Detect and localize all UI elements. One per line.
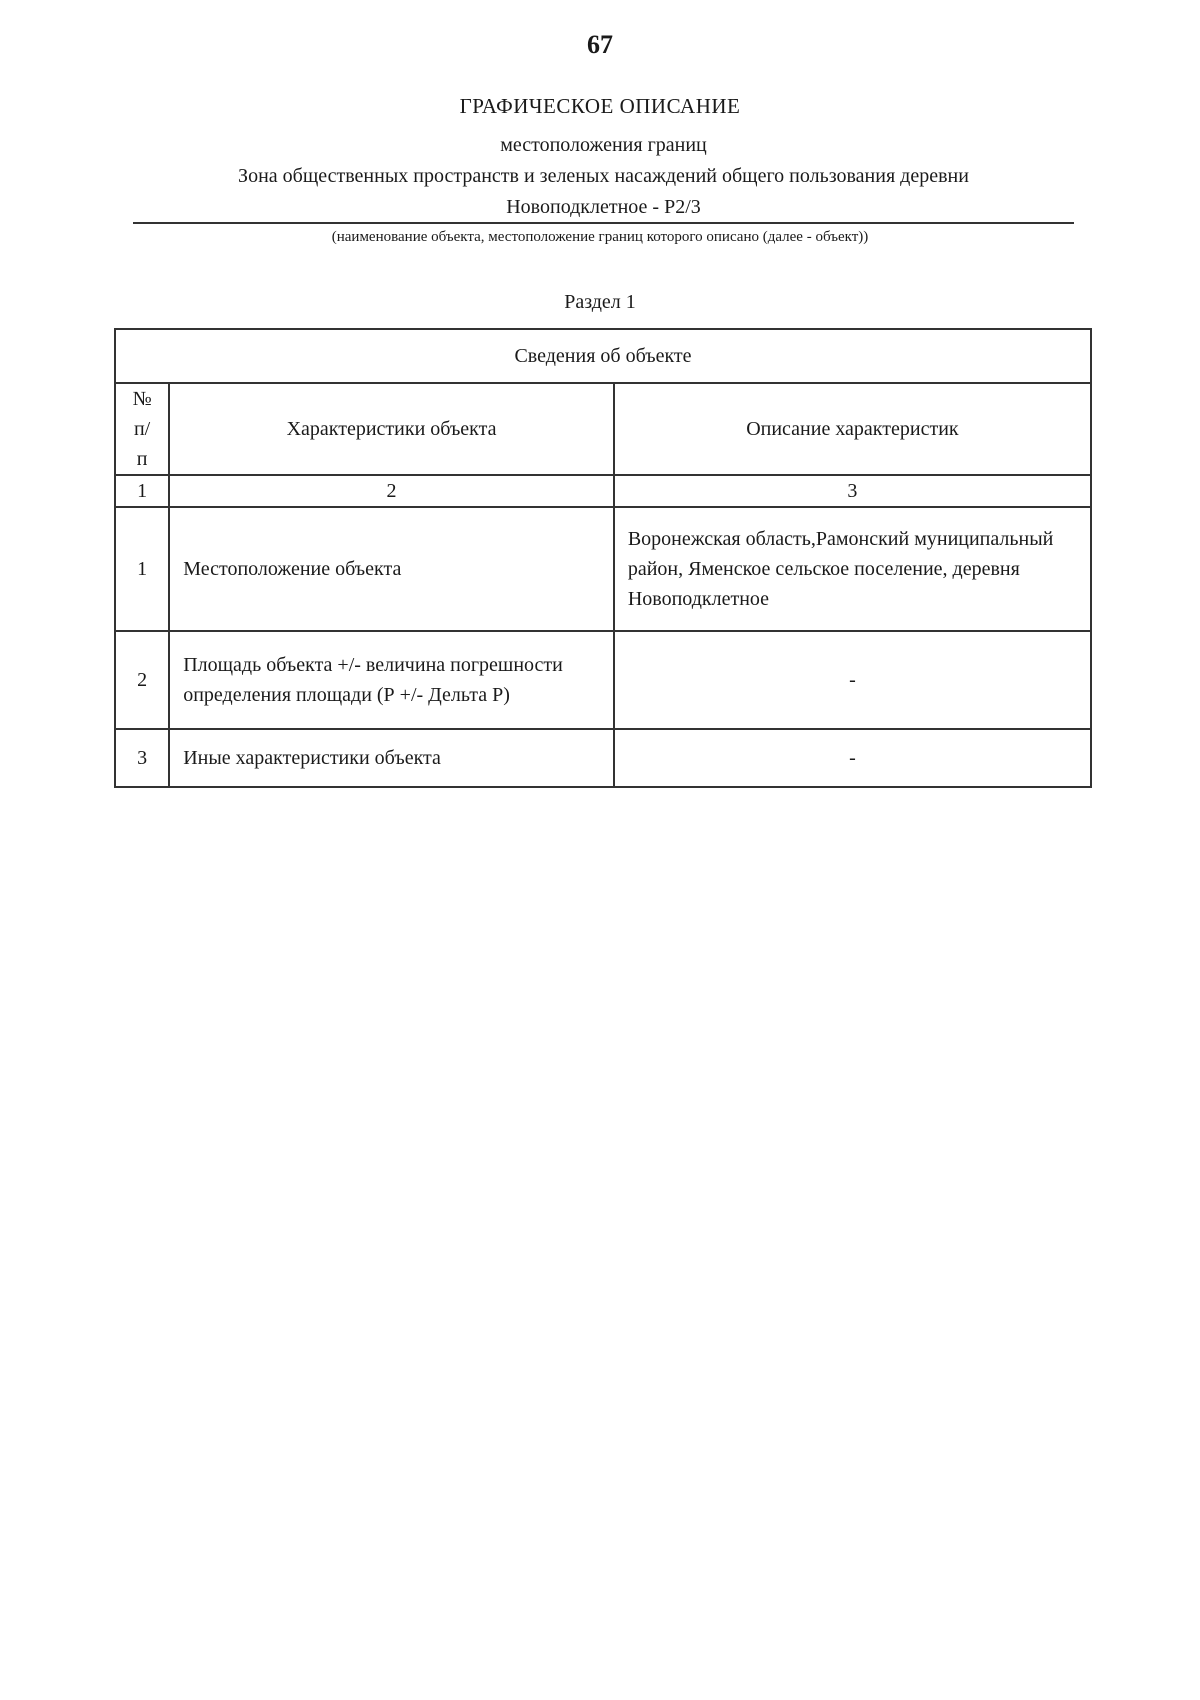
row-characteristic: Площадь объекта +/- величина погрешности определения площади (Р +/- Дельта Р) <box>169 631 614 729</box>
table-row <box>115 631 1091 729</box>
table-row <box>115 507 1091 631</box>
subtitle-line-2: Зона общественных пространств и зеленых насаждений общего пользования деревни <box>238 165 969 187</box>
column-index-2: 2 <box>169 475 614 507</box>
row-description: Воронежская область,Рамонский муниципальный район, Яменское сельское поселение, деревня Новоподклетное <box>614 507 1091 631</box>
title-underline <box>133 222 1074 224</box>
table-title-row <box>115 329 1091 383</box>
header-number <box>115 383 169 475</box>
header-characteristics: Характеристики объекта <box>169 383 614 475</box>
table-title: Сведения об объекте <box>115 329 1091 383</box>
table-column-index-row <box>115 475 1091 507</box>
table-header-row <box>115 383 1091 475</box>
document-subtitle <box>133 130 1074 223</box>
page-number: 67 <box>587 30 613 59</box>
section-label: Раздел 1 <box>564 291 636 313</box>
row-number: 2 <box>115 631 169 729</box>
subtitle-line-1: местоположения границ <box>500 134 707 156</box>
header-description: Описание характеристик <box>614 383 1091 475</box>
row-characteristic: Местоположение объекта <box>169 507 614 631</box>
object-caption: (наименование объекта, местоположение границ которого описано (далее - объект)) <box>331 229 869 245</box>
row-description: - <box>614 631 1091 729</box>
subtitle-line-3: Новоподклетное - Р2/3 <box>506 196 701 218</box>
row-description: - <box>614 729 1091 787</box>
row-number: 1 <box>115 507 169 631</box>
header-number-line-2: п/п <box>133 418 151 470</box>
row-characteristic: Иные характеристики объекта <box>169 729 614 787</box>
header-number-line-1: № <box>132 388 152 410</box>
column-index-3: 3 <box>614 475 1091 507</box>
row-number: 3 <box>115 729 169 787</box>
column-index-1: 1 <box>115 475 169 507</box>
object-info-table <box>114 328 1092 788</box>
document-title: ГРАФИЧЕСКОЕ ОПИСАНИЕ <box>459 94 741 118</box>
table-row <box>115 729 1091 787</box>
